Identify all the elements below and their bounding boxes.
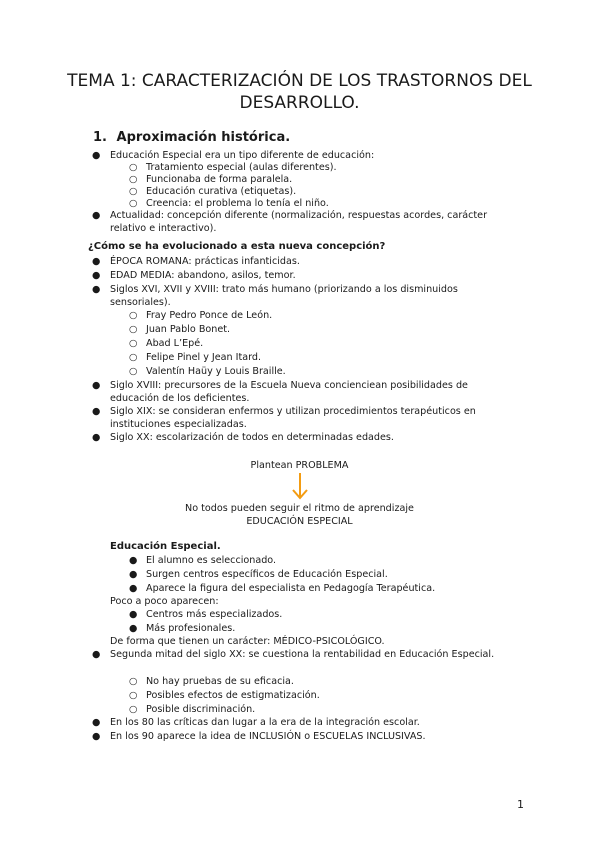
bullet-icon: ●: [92, 406, 101, 417]
list-item: Tratamiento especial (aulas diferentes).: [146, 162, 337, 173]
circle-bullet-icon: ○: [129, 704, 138, 715]
list-item: Creencia: el problema lo tenía el niño.: [146, 198, 329, 209]
bullet-icon: ●: [129, 609, 138, 620]
circle-bullet-icon: ○: [129, 690, 138, 701]
circle-bullet-icon: ○: [129, 162, 138, 173]
list-item: Actualidad: concepción diferente (normalización, respuestas acordes, carácter relativo e interactivo).: [110, 210, 488, 234]
list-item: ÉPOCA ROMANA: prácticas infanticidas.: [110, 256, 300, 267]
list-item: Juan Pablo Bonet.: [146, 324, 231, 335]
list-item: Siglo XIX: se consideran enfermos y utilizan procedimientos terapéuticos en instituciones especializadas.: [110, 406, 476, 430]
list-item: Siglo XX: escolarización de todos en determinadas edades.: [110, 432, 394, 443]
diagram-line-2: EDUCACIÓN ESPECIAL: [246, 516, 353, 527]
bullet-icon: ●: [129, 569, 138, 580]
bullet-icon: ●: [92, 717, 101, 728]
page-number: 1: [517, 798, 524, 811]
list-item: EDAD MEDIA: abandono, asilos, temor.: [110, 270, 296, 281]
circle-bullet-icon: ○: [129, 366, 138, 377]
bullet-icon: ●: [92, 380, 101, 391]
list-item: Surgen centros específicos de Educación Especial.: [146, 569, 388, 580]
bullet-icon: ●: [92, 284, 101, 295]
circle-bullet-icon: ○: [129, 324, 138, 335]
circle-bullet-icon: ○: [129, 310, 138, 321]
question-heading: ¿Cómo se ha evolucionado a esta nueva concepción?: [88, 241, 386, 252]
list-item: Fray Pedro Ponce de León.: [146, 310, 273, 321]
list-item: En los 80 las críticas dan lugar a la era de la integración escolar.: [110, 717, 420, 728]
bullet-icon: ●: [129, 623, 138, 634]
list-item: Funcionaba de forma paralela.: [146, 174, 293, 185]
list-item: No hay pruebas de su eficacia.: [146, 676, 294, 687]
list-item: Aparece la figura del especialista en Pedagogía Terapéutica.: [146, 583, 436, 594]
list-item: Más profesionales.: [146, 623, 236, 634]
bullet-icon: ●: [92, 150, 101, 161]
page-title: TEMA 1: CARACTERIZACIÓN DE LOS TRASTORNOS DEL DESARROLLO.: [67, 71, 532, 113]
list-item: Educación curativa (etiquetas).: [146, 186, 297, 197]
list-item: Siglo XVIII: precursores de la Escuela Nueva concienciean posibilidades de educación de los deficientes.: [110, 380, 468, 404]
circle-bullet-icon: ○: [129, 352, 138, 363]
section-heading: [93, 130, 290, 145]
paragraph-line: De forma que tienen un carácter: MÉDICO-PSICOLÓGICO.: [110, 636, 385, 647]
circle-bullet-icon: ○: [129, 186, 138, 197]
circle-bullet-icon: ○: [129, 338, 138, 349]
list-item: Valentín Haüy y Louis Braille.: [146, 366, 286, 377]
bullet-icon: ●: [92, 256, 101, 267]
bullet-icon: ●: [92, 731, 101, 742]
subsection-heading: Educación Especial.: [110, 541, 221, 552]
list-item: Posibles efectos de estigmatización.: [146, 690, 320, 701]
bullet-icon: ●: [129, 583, 138, 594]
section-heading-text: Aproximación histórica.: [116, 130, 291, 145]
section-number: 1.: [93, 130, 107, 145]
bullet-icon: ●: [92, 649, 101, 660]
circle-bullet-icon: ○: [129, 676, 138, 687]
arrow-down-icon: [290, 472, 310, 502]
list-item: En los 90 aparece la idea de INCLUSIÓN o ESCUELAS INCLUSIVAS.: [110, 731, 426, 742]
list-item: Segunda mitad del siglo XX: se cuestiona la rentabilidad en Educación Especial.: [110, 649, 495, 660]
list-item: El alumno es seleccionado.: [146, 555, 277, 566]
list-item: Educación Especial era un tipo diferente de educación:: [110, 150, 375, 161]
bullet-icon: ●: [92, 270, 101, 281]
diagram-line-1: No todos pueden seguir el ritmo de aprendizaje: [185, 503, 414, 514]
circle-bullet-icon: ○: [129, 198, 138, 209]
circle-bullet-icon: ○: [129, 174, 138, 185]
bullet-icon: ●: [92, 432, 101, 443]
list-item: Posible discriminación.: [146, 704, 256, 715]
bullet-icon: ●: [129, 555, 138, 566]
list-item: Siglos XVI, XVII y XVIII: trato más humano (priorizando a los disminuidos sensoriales).: [110, 284, 458, 308]
diagram-top-label: Plantean PROBLEMA: [250, 460, 349, 471]
paragraph-line: Poco a poco aparecen:: [110, 596, 219, 607]
list-item: Abad L’Epé.: [146, 338, 204, 349]
list-item: Felipe Pinel y Jean Itard.: [146, 352, 262, 363]
list-item: Centros más especializados.: [146, 609, 283, 620]
bullet-icon: ●: [92, 210, 101, 221]
